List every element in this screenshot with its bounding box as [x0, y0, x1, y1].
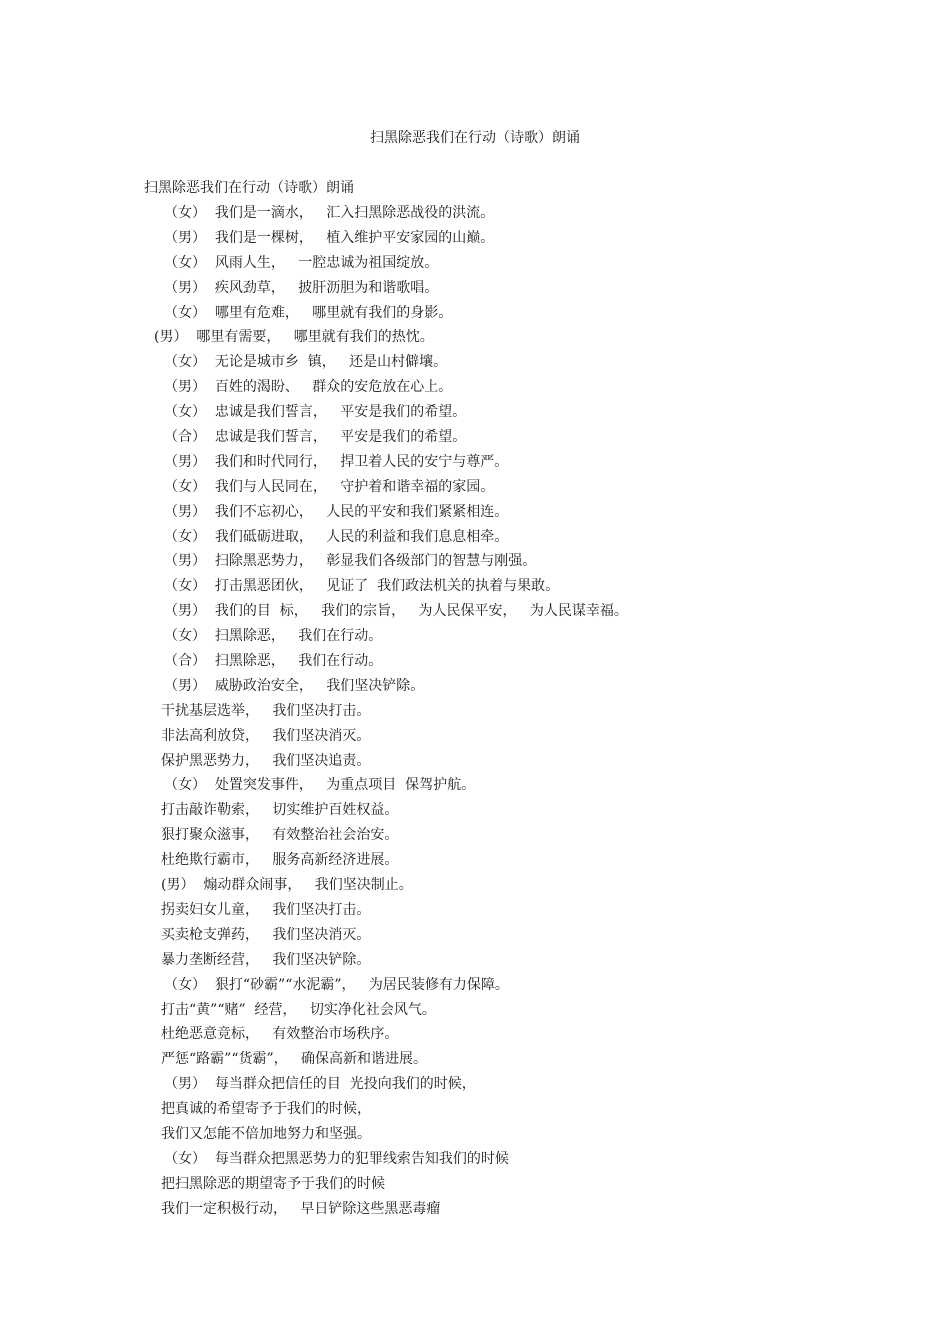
poem-line: 打击“黄”“赌” 经营， 切实净化社会风气。 [161, 1001, 436, 1018]
poem-line: （女） 狠打“砂霸”“水泥霸”， 为居民装修有力保障。 [164, 976, 509, 993]
poem-line: 杜绝欺行霸市， 服务高新经济进展。 [161, 852, 399, 869]
poem-line: 买卖枪支弹药， 我们坚决消灭。 [161, 926, 371, 943]
poem-line: 干扰基层选举， 我们坚决打击。 [161, 702, 371, 719]
poem-line: （男） 扫除黑恶势力， 彰显我们各级部门的智慧与刚强。 [164, 553, 537, 570]
poem-line: 拐卖妇女儿童， 我们坚决打击。 [161, 901, 371, 918]
poem-line: （女） 哪里有危难， 哪里就有我们的身影。 [164, 304, 453, 321]
poem-line: 狠打聚众滋事， 有效整治社会治安。 [161, 827, 399, 844]
poem-line: （男） 我们的目 标， 我们的宗旨， 为人民保平安， 为人民谋幸福。 [164, 603, 628, 620]
page-title: 扫黑除恶我们在行动（诗歌）朗诵 [370, 130, 580, 146]
poem-line: 把真诚的希望寄予于我们的时候， [161, 1101, 371, 1118]
poem-line: 把扫黑除恶的期望寄予于我们的时候 [161, 1175, 385, 1192]
poem-line: （男） 我们不忘初心， 人民的平安和我们紧紧相连。 [164, 503, 509, 520]
poem-line: 我们又怎能不倍加地努力和坚强。 [161, 1125, 371, 1142]
poem-line: 打击敲诈勒索， 切实维护百姓权益。 [161, 802, 399, 819]
poem-line: （男） 威胁政治安全， 我们坚决铲除。 [164, 677, 425, 694]
poem-line: 非法高利放贷， 我们坚决消灭。 [161, 727, 371, 744]
poem-line: （女） 扫黑除恶， 我们在行动。 [164, 628, 383, 645]
poem-line: （男） 我们是一棵树， 植入维护平安家园的山巅。 [164, 229, 495, 246]
poem-line: （男） 我们和时代同行， 捍卫着人民的安宁与尊严。 [164, 453, 509, 470]
poem-line: （男） 每当群众把信任的目 光投向我们的时候， [164, 1076, 476, 1093]
poem-line: （合） 扫黑除恶， 我们在行动。 [164, 653, 383, 670]
poem-line: （合） 忠诚是我们誓言， 平安是我们的希望。 [164, 429, 467, 446]
poem-line: （女） 处置突发事件， 为重点项目 保驾护航。 [164, 777, 476, 794]
poem-line: （男） 疾风劲草， 披肝沥胆为和谐歌唱。 [164, 279, 439, 296]
poem-line: （女） 无论是城市乡 镇， 还是山村僻壤。 [164, 354, 448, 371]
poem-heading: 扫黑除恶我们在行动（诗歌）朗诵 [144, 180, 354, 196]
poem-line: （女） 我们是一滴水， 汇入扫黑除恶战役的洪流。 [164, 205, 495, 221]
poem-line: （女） 我们砥砺进取， 人民的利益和我们息息相牵。 [164, 528, 509, 545]
poem-line: （男） 百姓的渴盼、 群众的安危放在心上。 [164, 379, 453, 396]
poem-line: （女） 风雨人生， 一腔忠诚为祖国绽放。 [164, 254, 439, 271]
poem-line: （女） 忠诚是我们誓言， 平安是我们的希望。 [164, 404, 467, 421]
poem-line: (男） 煽动群众闹事， 我们坚决制止。 [161, 877, 413, 894]
poem-line: （女） 打击黑恶团伙， 见证了 我们政法机关的执着与果敢。 [164, 578, 560, 595]
poem-line: 我们一定积极行动， 早日铲除这些黑恶毒瘤 [161, 1200, 441, 1217]
poem-line: 杜绝恶意竞标， 有效整治市场秩序。 [161, 1026, 399, 1043]
poem-line: (男） 哪里有需要， 哪里就有我们的热忱。 [154, 329, 434, 346]
poem-body [0, 203, 628, 1224]
poem-line: （女） 每当群众把黑恶势力的犯罪线索告知我们的时候 [164, 1150, 509, 1167]
poem-line: （女） 我们与人民同在， 守护着和谐幸福的家园。 [164, 478, 495, 495]
poem-line: 保护黑恶势力， 我们坚决追责。 [161, 752, 371, 769]
poem-line: 严惩“路霸”“货霸”， 确保高新和谐进展。 [161, 1051, 427, 1068]
poem-line: 暴力垄断经营， 我们坚决铲除。 [161, 951, 371, 968]
